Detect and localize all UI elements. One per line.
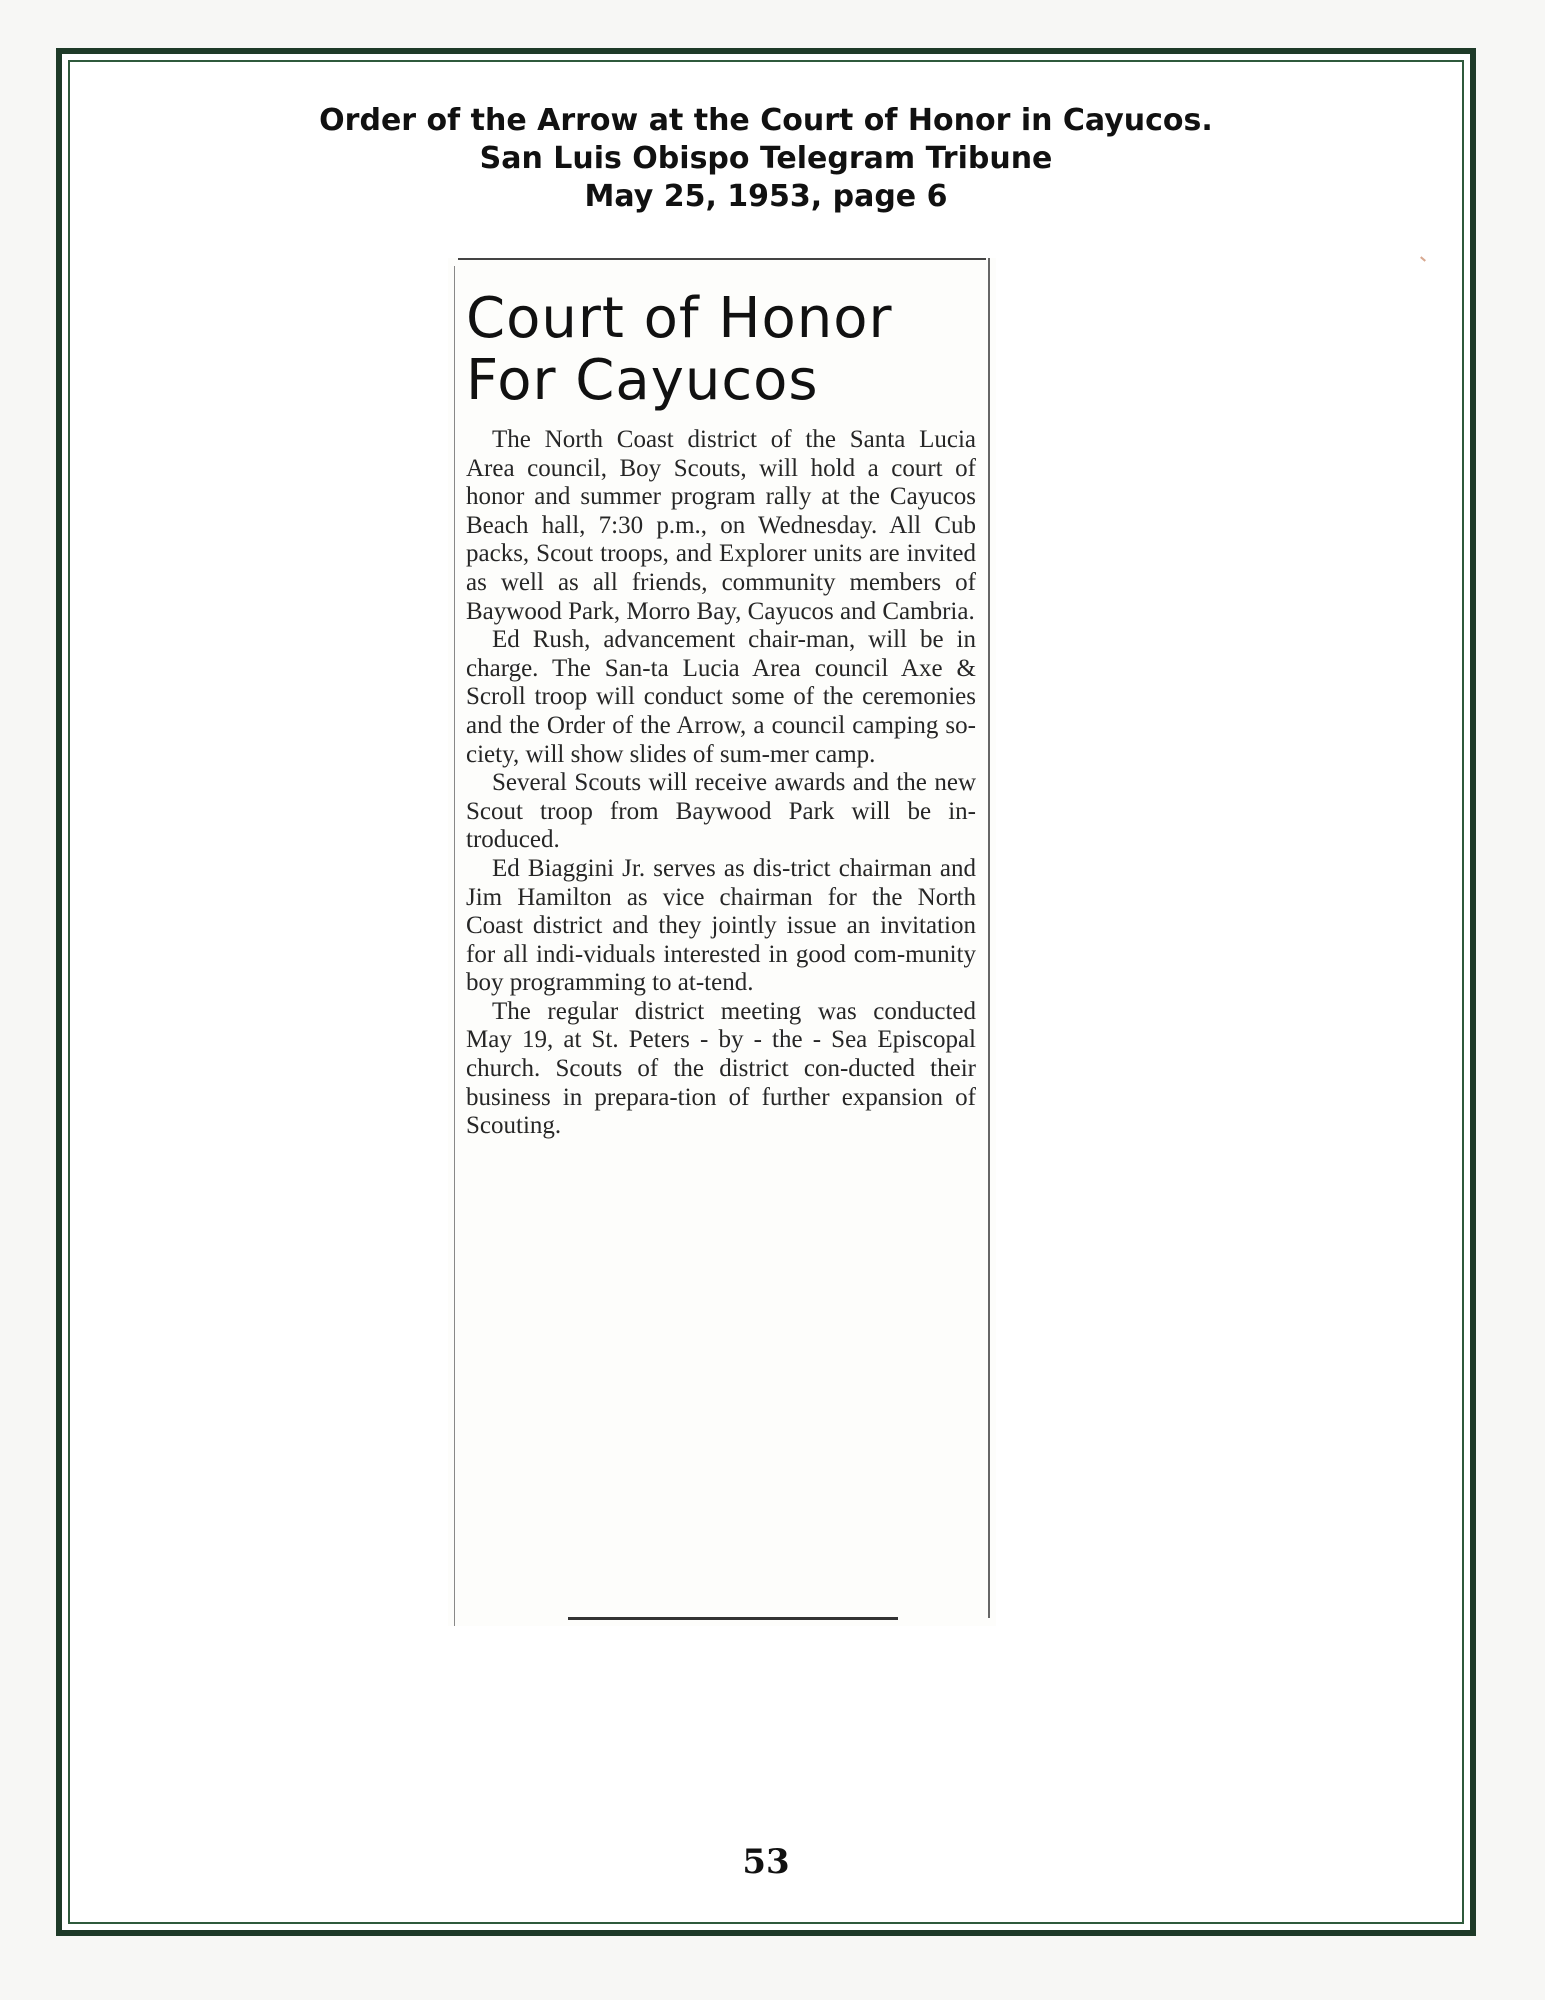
headline-line-1: Court of Honor <box>466 286 893 351</box>
article-paragraph: Several Scouts will receive awards and the new Scout troop from Baywood Park will be in-troduced. <box>466 769 976 854</box>
header-title: Order of the Arrow at the Court of Honor in Cayucos. <box>319 103 1213 138</box>
clipping-bottom-rule <box>568 1617 898 1620</box>
article-paragraph: Ed Biaggini Jr. serves as dis-trict chairman and Jim Hamilton as vice chairman for the North Coast district and they jointly issue an invitation for all indi-viduals interested in good com-munity boy programming to at-tend. <box>466 854 976 997</box>
article-headline <box>466 288 893 412</box>
clipping-right-rule <box>988 258 990 1618</box>
article-paragraph: The regular district meeting was conducted May 19, at St. Peters - by - the - Sea Episcopal church. Scouts of the district con-ducted their business in prepara-tion of further expansion of Scouting. <box>466 997 976 1140</box>
article-paragraph: The North Coast district of the Santa Lucia Area council, Boy Scouts, will hold a court of honor and summer program rally at the Cayucos Beach hall, 7:30 p.m., on Wednesday. All Cub packs, Scout troops, and Explorer units are invited as well as all friends, community members of Baywood Park, Morro Bay, Cayucos and Cambria. <box>466 426 976 625</box>
page-header <box>62 102 1470 216</box>
clipping-top-rule <box>458 258 986 260</box>
article-paragraph: Ed Rush, advancement chair-man, will be in charge. The San-ta Lucia Area council Axe & Scroll troop will conduct some of the ceremonies and the Order of the Arrow, a council camping so-ciety, will show slides of sum-mer camp. <box>466 626 976 768</box>
header-publication: San Luis Obispo Telegram Tribune <box>479 141 1053 176</box>
clipping-left-rule <box>454 266 455 1626</box>
page-number: 53 <box>742 1842 790 1882</box>
newspaper-clipping <box>448 258 996 1626</box>
header-date: May 25, 1953, page 6 <box>584 179 948 214</box>
headline-line-2: For Cayucos <box>466 348 819 413</box>
article-body <box>466 426 976 1141</box>
